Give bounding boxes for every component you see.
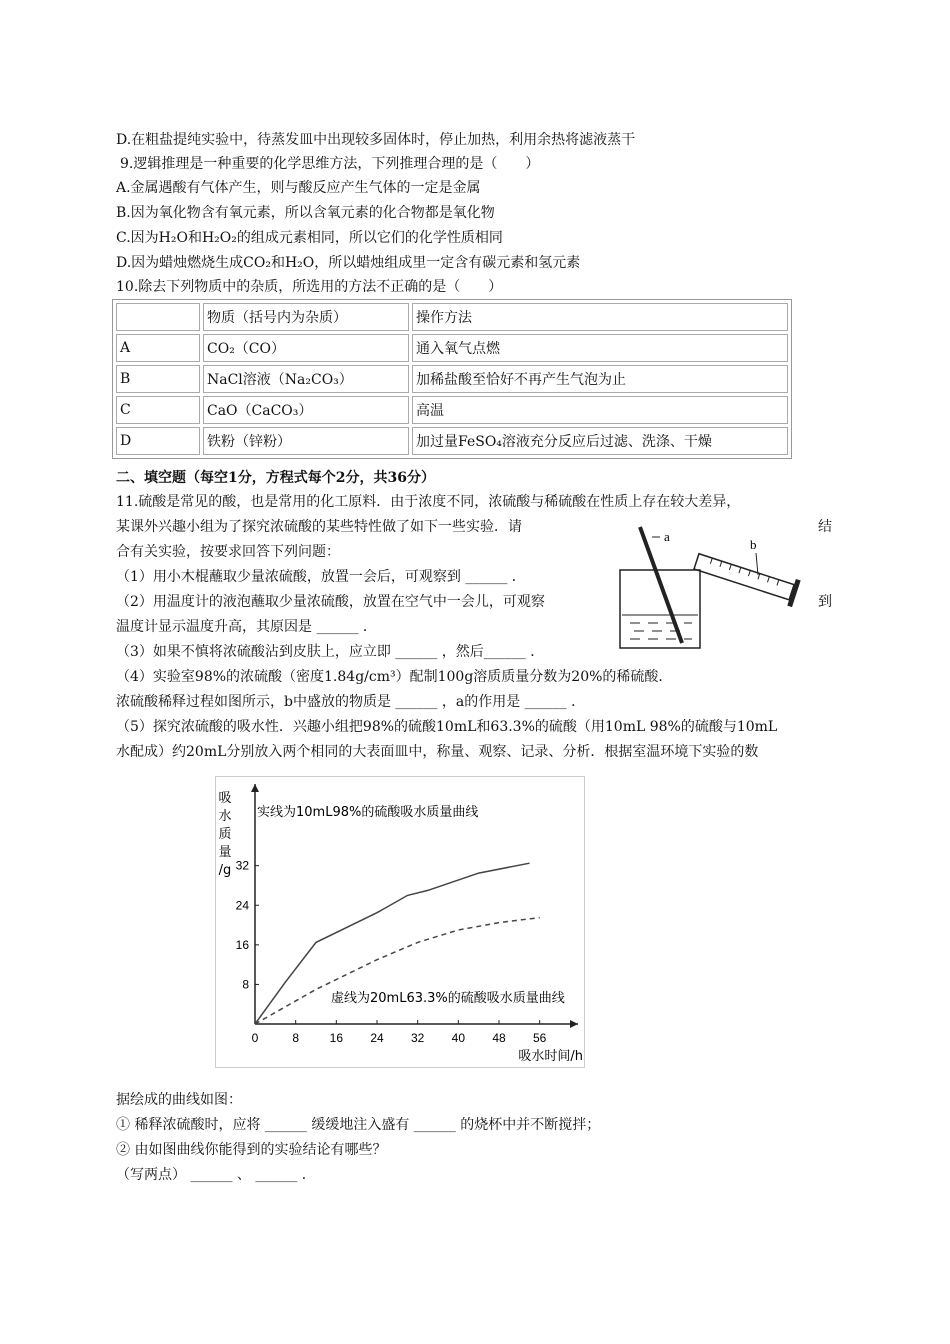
y-tick-label: 16 [235,937,249,952]
q11-part-2c: 温度计显示温度升高，其原因是 ______ ． [116,619,377,635]
q11-intro-2a: 某课外兴趣小组为了探究浓硫酸的某些特性做了如下一些实验．请 [116,519,522,535]
table-cell: 高温 [412,396,788,424]
x-tick-label: 48 [492,1031,506,1045]
table-cell: CaO（CaCO₃） [203,396,409,424]
y-axis-label-part: /g [218,863,232,878]
q11-part-7: ① 稀释浓硫酸时，应将 ______ 缓缓地注入盛有 ______ 的烧杯中并不断搅拌； [116,1117,601,1133]
table-row[interactable] [116,365,788,393]
q11-part-6: 据绘成的曲线如图： [116,1092,242,1108]
q11-part-2b: 到 [818,594,832,610]
table-cell: A [116,334,200,362]
table-cell: B [116,365,200,393]
y-axis-label-part: 质 [218,827,232,842]
table-cell: D [116,427,200,455]
x-tick-label: 32 [410,1031,425,1045]
glass-rod-icon [640,527,682,643]
table-header-row [116,303,788,331]
y-tick-label: 32 [235,858,249,873]
table-cell: CO₂（CO） [203,334,409,362]
q9-option-a[interactable]: A.金属遇酸有气体产生，则与酸反应产生气体的一定是金属 [116,180,481,196]
legend-dashed: 虚线为20mL63.3%的硫酸吸水质量曲线 [331,991,565,1006]
table-cell: 铁粉（锌粉） [203,427,409,455]
q10-table [112,299,792,459]
table-header-cell: 操作方法 [412,303,788,331]
x-tick-label: 40 [451,1031,466,1045]
q9-stem: 9.逻辑推理是一种重要的化学思维方法，下列推理合理的是（ ） [120,156,540,172]
x-tick-label: 56 [532,1031,547,1045]
q11-part-2a: （2）用温度计的液泡蘸取少量浓硫酸，放置在空气中一会儿，可观察 [116,594,545,610]
x-tick-label: 16 [329,1031,344,1045]
legend-solid: 实线为10mL98%的硫酸吸水质量曲线 [257,805,479,820]
y-axis-label-part: 水 [218,809,232,824]
y-axis-label-part: 吸 [218,791,232,806]
table-cell: NaCl溶液（Na₂CO₃） [203,365,409,393]
table-row[interactable] [116,427,788,455]
table-row[interactable] [116,396,788,424]
table-cell: 加过量FeSO₄溶液充分反应后过滤、洗涤、干燥 [412,427,788,455]
table-header-cell [116,303,200,331]
x-tick-label: 0 [251,1031,259,1045]
q11-intro-2b: 结 [818,519,832,535]
dilution-apparatus-figure [612,515,822,650]
q8-option-d: D.在粗盐提纯实验中，待蒸发皿中出现较多固体时，停止加热，利用余热将滤液蒸干 [116,132,636,148]
graduated-cylinder-icon [692,548,801,607]
table-row[interactable] [116,334,788,362]
q9-option-b[interactable]: B.因为氧化物含有氧元素，所以含氧元素的化合物都是氧化物 [116,205,495,221]
label-b: b [750,537,757,552]
y-tick-label: 8 [242,977,249,992]
q11-part-9: （写两点） ______ 、 ______ ． [116,1167,316,1183]
table-cell: C [116,396,200,424]
q11-part-3: （3）如果不慎将浓硫酸沾到皮肤上，应立即 ______ ，然后______ ． [116,644,545,660]
x-tick-label: 24 [370,1031,384,1045]
label-a: a [664,529,670,544]
q11-intro-3: 合有关实验，按要求回答下列问题： [116,544,340,560]
q9-option-d[interactable]: D.因为蜡烛燃烧生成CO₂和H₂O，所以蜡烛组成里一定含有碳元素和氢元素 [116,255,581,271]
q11-intro-1: 11.硫酸是常见的酸，也是常用的化工原料．由于浓度不同，浓硫酸与稀硫酸在性质上存在较大差异， [116,494,741,510]
table-header-cell: 物质（括号内为杂质） [203,303,409,331]
q11-part-8: ② 由如图曲线你能得到的实验结论有哪些？ [116,1142,387,1158]
x-axis-label: 吸水时间/h [518,1049,583,1064]
table-cell: 加稀盐酸至恰好不再产生气泡为止 [412,365,788,393]
y-tick-label: 24 [235,898,249,913]
q11-part-4b: 浓硫酸稀释过程如图所示，b中盛放的物质是 ______ ，a的作用是 ______ ． [116,694,586,710]
x-tick-label: 8 [292,1031,300,1045]
q9-option-c[interactable]: C.因为H₂O和H₂O₂的组成元素相同，所以它们的化学性质相同 [116,230,503,246]
table-cell: 通入氧气点燃 [412,334,788,362]
water-absorption-chart [215,776,585,1068]
q10-stem: 10.除去下列物质中的杂质，所选用的方法不正确的是（ ） [116,279,503,295]
section-title: 二、填空题（每空1分，方程式每个2分，共36分） [116,470,435,486]
q11-part-4a: （4）实验室98%的浓硫酸（密度1.84g/cm³）配制100g溶质质量分数为20%的稀硫酸． [116,669,673,685]
q11-part-1: （1）用小木棍蘸取少量浓硫酸，放置一会后，可观察到 ______ ． [116,569,526,585]
q11-part-5b: 水配成）约20mL分别放入两个相同的大表面皿中，称量、观察、记录、分析．根据室温环境下实验的数 [116,744,759,760]
q11-part-5a: （5）探究浓硫酸的吸水性．兴趣小组把98%的硫酸10mL和63.3%的硫酸（用10mL 98%的硫酸与10mL [116,719,778,735]
y-axis-label-part: 量 [218,845,232,860]
